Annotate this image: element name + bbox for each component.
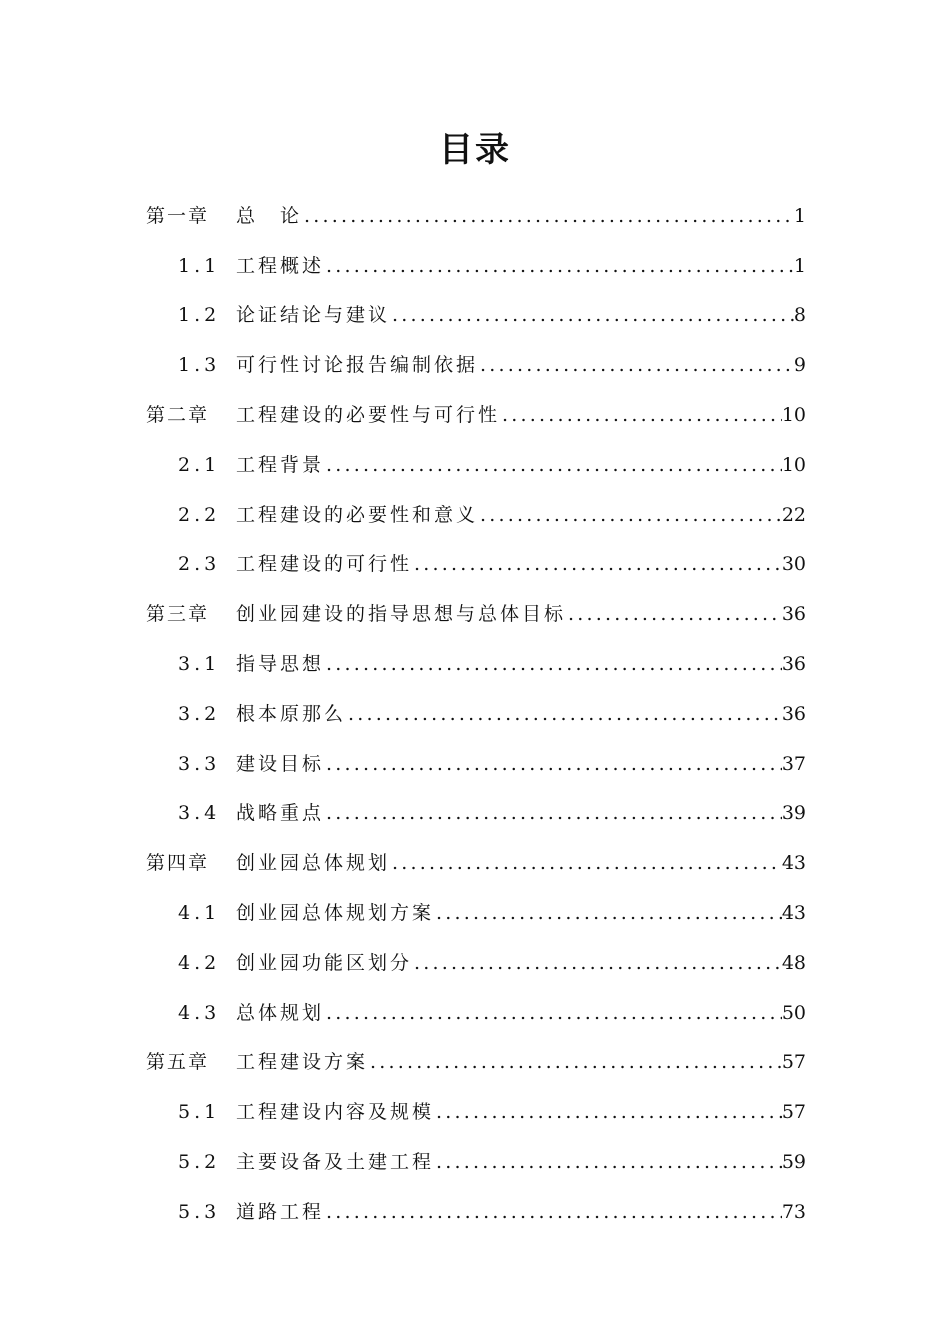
toc-entry-number: 1.1	[178, 254, 221, 277]
toc-entry-chapter-2[interactable]	[146, 379, 806, 429]
toc-entry-3-3[interactable]	[146, 728, 806, 778]
toc-entry-page: 8	[793, 304, 806, 327]
toc-entry-page: 43	[781, 901, 806, 924]
toc-entry-chapter-3[interactable]	[146, 578, 806, 628]
toc-entry-page: 57	[781, 1101, 806, 1124]
toc-entry-label: 工程建设的必要性和意义	[236, 503, 479, 526]
toc-entry-4-3[interactable]	[146, 977, 806, 1027]
toc-entry-label: 战略重点	[236, 802, 325, 825]
toc-entry-number: 第一章	[146, 204, 210, 227]
toc-entry-5-3[interactable]	[146, 1176, 806, 1226]
toc-leader-dots	[302, 202, 794, 230]
toc-entry-number: 1.2	[178, 304, 221, 327]
toc-leader-dots	[434, 1098, 782, 1126]
toc-entry-label: 总 论	[236, 204, 303, 227]
toc-entry-label: 可行性讨论报告编制依据	[236, 354, 479, 377]
toc-entry-page: 1	[793, 204, 806, 227]
toc-leader-dots	[346, 700, 782, 728]
toc-leader-dots	[434, 899, 782, 927]
toc-entry-5-1[interactable]	[146, 1076, 806, 1126]
toc-leader-dots	[478, 351, 794, 379]
toc-leader-dots	[368, 1048, 782, 1076]
toc-entry-number: 4.3	[178, 1001, 221, 1024]
toc-title: 目录	[439, 130, 511, 170]
toc-entry-number: 2.1	[178, 453, 221, 476]
toc-leader-dots	[324, 1198, 782, 1226]
toc-entry-4-2[interactable]	[146, 927, 806, 977]
toc-leader-dots	[478, 501, 782, 529]
toc-entry-label: 工程建设内容及规模	[236, 1101, 435, 1124]
toc-entry-number: 第五章	[146, 1051, 210, 1074]
toc-leader-dots	[390, 301, 794, 329]
toc-entry-number: 4.2	[178, 951, 221, 974]
toc-entry-page: 10	[781, 453, 806, 476]
toc-entry-number: 4.1	[178, 901, 221, 924]
toc-entry-page: 48	[781, 951, 806, 974]
toc-entry-number: 5.1	[178, 1101, 221, 1124]
toc-entry-1-2[interactable]	[146, 280, 806, 330]
toc-entry-label: 总体规划	[236, 1001, 325, 1024]
toc-entry-2-1[interactable]	[146, 429, 806, 479]
toc-entry-label: 创业园建设的指导思想与总体目标	[236, 603, 567, 626]
toc-entry-1-3[interactable]	[146, 329, 806, 379]
toc-leader-dots	[412, 550, 782, 578]
toc-entry-2-2[interactable]	[146, 479, 806, 529]
toc-entry-chapter-5[interactable]	[146, 1027, 806, 1077]
toc-entry-number: 3.4	[178, 802, 221, 825]
toc-entry-label: 论证结论与建议	[236, 304, 391, 327]
toc-entry-label: 创业园功能区划分	[236, 951, 413, 974]
toc-entry-label: 工程建设的可行性	[236, 553, 413, 576]
toc-entry-label: 创业园总体规划方案	[236, 901, 435, 924]
toc-entry-page: 1	[793, 254, 806, 277]
toc-entry-page: 43	[781, 852, 806, 875]
table-of-contents	[146, 180, 806, 1226]
toc-entry-page: 59	[781, 1150, 806, 1173]
toc-entry-number: 1.3	[178, 354, 221, 377]
toc-entry-page: 57	[781, 1051, 806, 1074]
toc-entry-label: 建设目标	[236, 752, 325, 775]
toc-entry-page: 36	[781, 702, 806, 725]
toc-entry-label: 工程建设的必要性与可行性	[236, 403, 501, 426]
toc-entry-3-1[interactable]	[146, 628, 806, 678]
toc-entry-number: 2.3	[178, 553, 221, 576]
toc-entry-label: 根本原那么	[236, 702, 347, 725]
toc-entry-page: 9	[793, 354, 806, 377]
toc-leader-dots	[324, 650, 782, 678]
toc-entry-page: 22	[781, 503, 806, 526]
toc-entry-number: 5.3	[178, 1200, 221, 1223]
toc-leader-dots	[434, 1148, 782, 1176]
toc-entry-chapter-4[interactable]	[146, 827, 806, 877]
toc-leader-dots	[566, 600, 782, 628]
toc-entry-page: 73	[781, 1200, 806, 1223]
toc-entry-4-1[interactable]	[146, 877, 806, 927]
toc-entry-label: 工程背景	[236, 453, 325, 476]
toc-leader-dots	[324, 799, 782, 827]
toc-entry-3-4[interactable]	[146, 778, 806, 828]
toc-entry-label: 工程建设方案	[236, 1051, 369, 1074]
toc-entry-page: 30	[781, 553, 806, 576]
toc-entry-number: 2.2	[178, 503, 221, 526]
toc-leader-dots	[324, 999, 782, 1027]
toc-entry-2-3[interactable]	[146, 529, 806, 579]
toc-entry-number: 3.3	[178, 752, 221, 775]
toc-entry-page: 39	[781, 802, 806, 825]
toc-entry-page: 50	[781, 1001, 806, 1024]
toc-leader-dots	[412, 949, 782, 977]
toc-entry-page: 10	[781, 403, 806, 426]
toc-entry-1-1[interactable]	[146, 230, 806, 280]
toc-entry-number: 3.1	[178, 652, 221, 675]
toc-leader-dots	[390, 849, 782, 877]
toc-entry-label: 主要设备及土建工程	[236, 1150, 435, 1173]
toc-entry-number: 第二章	[146, 403, 210, 426]
toc-entry-number: 第三章	[146, 603, 210, 626]
toc-entry-label: 指导思想	[236, 652, 325, 675]
toc-leader-dots	[324, 750, 782, 778]
toc-entry-3-2[interactable]	[146, 678, 806, 728]
toc-entry-page: 36	[781, 603, 806, 626]
toc-entry-page: 37	[781, 752, 806, 775]
toc-leader-dots	[324, 252, 794, 280]
toc-entry-label: 工程概述	[236, 254, 325, 277]
toc-entry-label: 道路工程	[236, 1200, 325, 1223]
toc-entry-label: 创业园总体规划	[236, 852, 391, 875]
toc-entry-page: 36	[781, 652, 806, 675]
toc-entry-number: 5.2	[178, 1150, 221, 1173]
toc-entry-5-2[interactable]	[146, 1126, 806, 1176]
toc-entry-number: 3.2	[178, 702, 221, 725]
toc-entry-number: 第四章	[146, 852, 210, 875]
toc-entry-chapter-1[interactable]	[146, 180, 806, 230]
toc-leader-dots	[324, 451, 782, 479]
toc-leader-dots	[500, 401, 782, 429]
